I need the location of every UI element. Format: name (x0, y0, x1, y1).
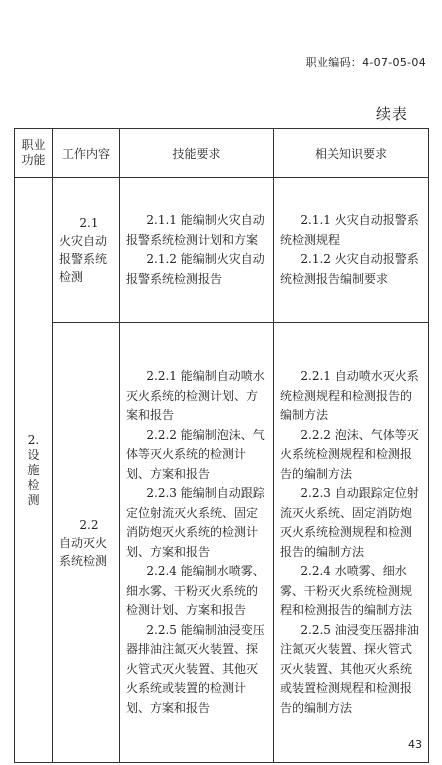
knowledge-item: 2.2.5 油浸变压器排油注氮灭火装置、探火管式灭火装置、其他灭火系统或装置检测规程和检测报告的编制方法 (280, 622, 419, 715)
header-skill (120, 129, 274, 178)
knowledge-item: 2.2.4 水喷雾、细水雾、干粉灭火系统检测规程和检测报告的编制方法 (280, 564, 413, 617)
table-row (15, 178, 429, 323)
work-content-cell (53, 323, 120, 763)
work-content: 2.1 火灾自动报警系统检测 (59, 216, 108, 284)
knowledge-item: 2.2.2 泡沫、气体等灭火系统检测规程和检测报告的编制方法 (280, 427, 419, 481)
knowledge-item: 2.1.1 火灾自动报警系统检测规程 (280, 213, 419, 247)
knowledge-cell (274, 323, 429, 763)
skill-item: 2.2.2 能编制泡沫、气体等灭火系统的检测计划、方案和报告 (126, 427, 265, 481)
skill-item: 2.2.5 能编制油浸变压器排油注氮灭火装置、探火管式灭火装置、其他灭火系统或装置的检测计划、方案和报告 (126, 622, 265, 715)
work-content: 2.2 自动灭火系统检测 (59, 517, 108, 568)
skills-table (14, 128, 429, 763)
table-header-row (15, 129, 429, 178)
skill-item: 2.2.3 能编制自动跟踪定位射流灭火系统、固定消防炮灭火系统的检测计划、方案和报告 (126, 486, 265, 559)
header-function (15, 129, 53, 178)
header-work-label: 工作内容 (61, 146, 110, 161)
knowledge-cell (274, 178, 429, 323)
function-cell (15, 178, 53, 763)
header-work (53, 129, 120, 178)
knowledge-item: 2.2.3 自动跟踪定位射流灭火系统、固定消防炮灭火系统检测规程和检测报告的编制方法 (280, 486, 419, 559)
continued-table-label: 续表 (375, 105, 408, 123)
function-name: 2. 设施检测 (27, 432, 40, 507)
occupation-code: 职业编码：4-07-05-04 (305, 56, 426, 69)
skill-item: 2.2.4 能编制水喷雾、细水雾、干粉灭火系统的检测计划、方案和报告 (126, 564, 265, 617)
header-knowledge-label: 相关知识要求 (314, 146, 387, 161)
knowledge-item: 2.2.1 自动喷水灭火系统检测规程和检测报告的编制方法 (280, 369, 419, 422)
work-content-cell (53, 178, 120, 323)
header-skill-label: 技能要求 (172, 146, 221, 161)
skill-cell (120, 178, 274, 323)
header-function-label: 职业 功能 (21, 138, 46, 167)
skill-item: 2.2.1 能编制自动喷水灭火系统的检测计划、方案和报告 (126, 369, 265, 422)
header-knowledge (274, 129, 429, 178)
page-number: 43 (408, 738, 422, 751)
skill-item: 2.1.1 能编制火灾自动报警系统检测计划和方案 (126, 213, 265, 247)
skill-item: 2.1.2 能编制火灾自动报警系统检测报告 (126, 252, 265, 286)
skill-cell (120, 323, 274, 763)
table-row (15, 323, 429, 763)
knowledge-item: 2.1.2 火灾自动报警系统检测报告编制要求 (280, 252, 419, 286)
